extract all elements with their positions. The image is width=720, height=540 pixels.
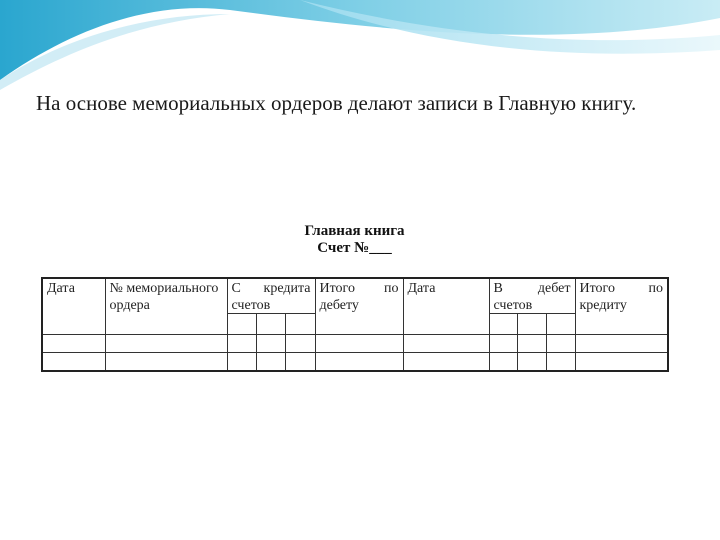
col-credit-word: кредита [263,281,311,296]
col-total-credit-c: кредиту [579,298,627,313]
col-to-debit-accounts [489,278,575,335]
col-from-credit-accounts [227,278,315,335]
table-row [42,353,668,372]
col-date-1: Дата [42,278,105,335]
col-total-credit-a: Итого [579,281,615,296]
ledger-form-image [29,203,680,388]
col-total-debit-b: по [384,281,399,296]
col-total-credit-b: по [648,281,663,296]
table-row [42,335,668,353]
debit-subcolumns [490,313,575,334]
col-debit-suffix: счетов [493,298,533,313]
credit-subcolumns [228,313,315,334]
slide-body-text: На основе мемориальных ордеров делают записи в Главную книгу. [36,91,637,115]
header-swoosh-decoration [0,0,720,90]
ledger-account-number: Счет №___ [317,240,392,256]
ledger-title: Главная книга [304,223,405,239]
col-date-2: Дата [403,278,489,335]
ledger-table [41,277,669,372]
table-header-row [42,278,668,335]
col-total-debit-a: Итого [319,281,355,296]
col-debit-prefix: В [493,281,503,296]
col-credit-prefix: С [231,281,241,296]
col-credit-suffix: счетов [231,298,271,313]
col-debit-word: дебет [537,281,571,296]
col-total-credit [575,278,668,335]
col-total-debit-c: дебету [319,298,359,313]
col-total-debit [315,278,403,335]
col-memorial-order-number: № мемориального ордера [105,278,227,335]
